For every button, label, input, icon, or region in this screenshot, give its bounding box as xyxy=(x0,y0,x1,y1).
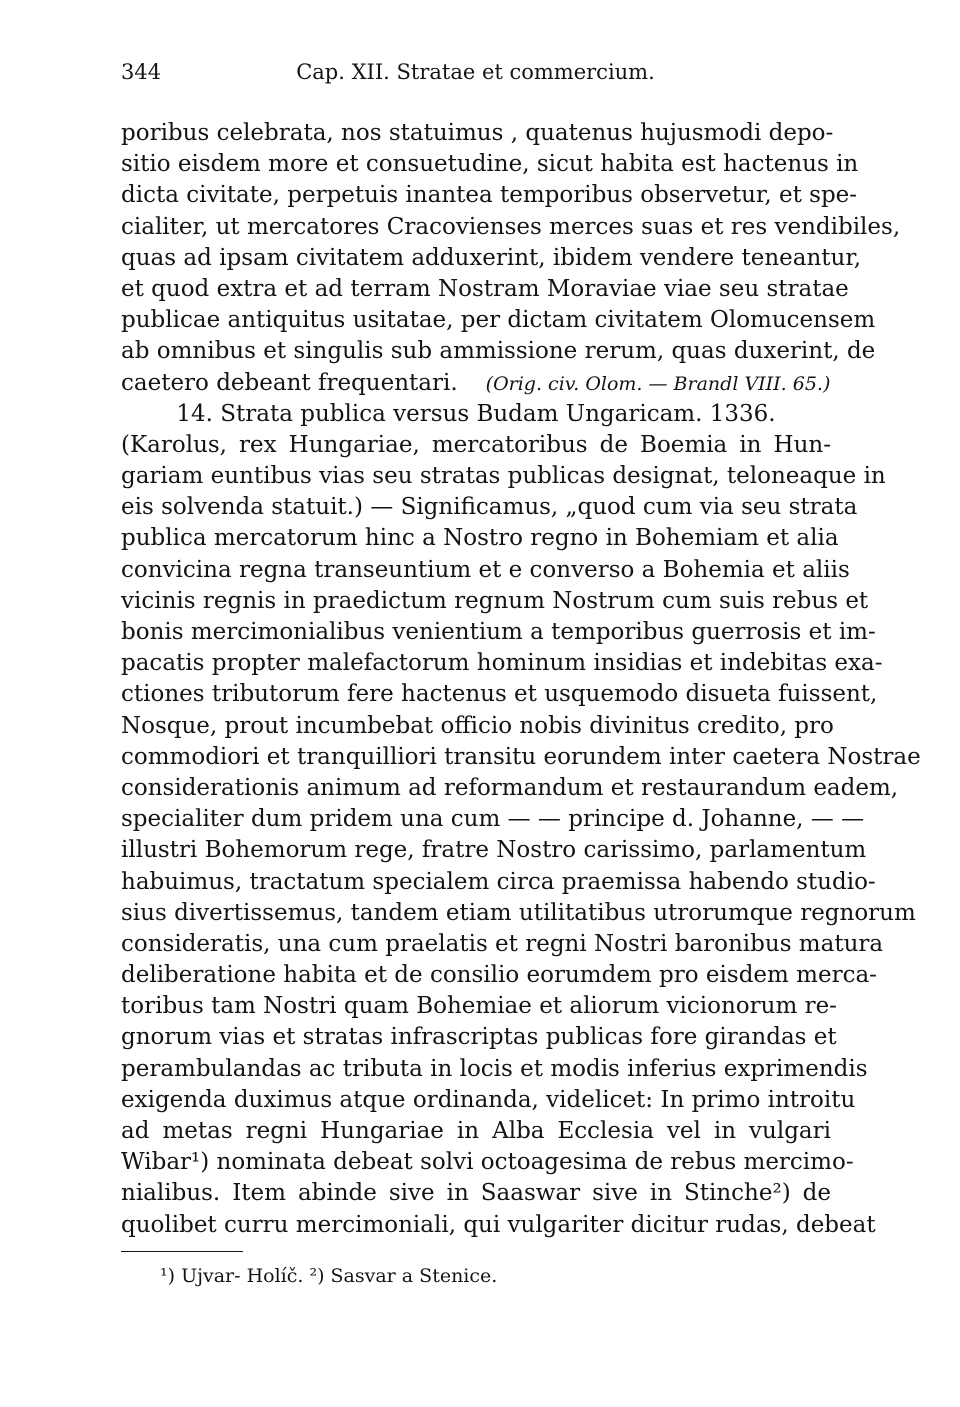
text-line-with-source xyxy=(121,368,831,399)
source-citation: (Orig. civ. Olom. — Brandl VIII. 65.) xyxy=(485,372,831,395)
text-line: quolibet curru mercimoniali, qui vulgariter dicitur rudas, debeat xyxy=(121,1211,876,1238)
text-line: cialiter, ut mercatores Cracovienses merces suas et res vendibiles, xyxy=(121,213,901,240)
page-number: 344 xyxy=(121,60,162,84)
text-line: Wibar¹) nominata debeat solvi octoagesima de rebus mercimo- xyxy=(121,1149,854,1176)
text-line: vicinis regnis in praedictum regnum Nostrum cum suis rebus et xyxy=(121,587,869,614)
footnote-divider xyxy=(121,1251,243,1252)
text-line: bonis mercimonialibus venientium a temporibus guerrosis et im- xyxy=(121,619,876,645)
text-line: ad metas regni Hungariae in Alba Ecclesia vel in vulgari xyxy=(121,1118,831,1144)
text-line: nialibus. Item abinde sive in Saaswar sive in Stinche²) de xyxy=(121,1180,831,1207)
text-line: pacatis propter malefactorum hominum insidias et indebitas exa- xyxy=(121,650,883,677)
text-line: poribus celebrata, nos statuimus , quatenus hujusmodi depo- xyxy=(121,120,834,146)
page-body xyxy=(121,118,921,1241)
text-line: eis solvenda statuit.) — Significamus, „quod cum via seu strata xyxy=(121,494,858,521)
footnotes: ¹) Ujvar- Holíč. ²) Sasvar a Stenice. xyxy=(160,1265,498,1287)
text-line: sius divertissemus, tandem etiam utilitatibus utrorumque regnorum xyxy=(121,899,916,926)
text-line: perambulandas ac tributa in locis et modis inferius exprimendis xyxy=(121,1055,868,1082)
text-line: specialiter dum pridem una cum — — principe d. Johanne, — — xyxy=(121,806,865,833)
text-line: et quod extra et ad terram Nostram Moraviae viae seu stratae xyxy=(121,275,849,302)
text-line: dicta civitate, perpetuis inantea temporibus observetur, et spe- xyxy=(121,182,858,209)
text-line: illustri Bohemorum rege, fratre Nostro carissimo, parlamentum xyxy=(121,837,867,864)
text-line: exigenda duximus atque ordinanda, videlicet: In primo introitu xyxy=(121,1086,856,1113)
text-line: considerationis animum ad reformandum et restaurandum eadem, xyxy=(121,774,899,801)
text-line: publicae antiquitus usitatae, per dictam civitatem Olomucensem xyxy=(121,307,876,334)
running-header xyxy=(121,60,830,90)
text-line: gariam euntibus vias seu stratas publicas designat, teloneaque in xyxy=(121,463,886,490)
text-line: quas ad ipsam civitatem adduxerint, ibidem vendere teneantur, xyxy=(121,244,862,271)
running-title: Cap. XII. Stratae et commercium. xyxy=(296,60,655,84)
text-fragment: caetero debeant frequentari. xyxy=(121,369,458,396)
text-line: sitio eisdem more et consuetudine, sicut habita est hactenus in xyxy=(121,151,859,178)
text-line: gnorum vias et stratas infrascriptas publicas fore girandas et xyxy=(121,1024,837,1051)
text-line: consideratis, una cum praelatis et regni Nostri baronibus matura xyxy=(121,930,884,957)
text-line: ctiones tributorum fere hactenus et usquemodo disueta fuissent, xyxy=(121,681,878,708)
text-line: convicina regna transeuntium et e converso a Bohemia et aliis xyxy=(121,556,850,583)
text-line: toribus tam Nostri quam Bohemiae et aliorum vicionorum re- xyxy=(121,993,837,1020)
text-line: commodiori et tranquilliori transitu eorundem inter caetera Nostrae xyxy=(121,743,921,770)
text-line: deliberatione habita et de consilio eorumdem pro eisdem merca- xyxy=(121,962,877,989)
text-line: Nosque, prout incumbebat officio nobis divinitus credito, pro xyxy=(121,712,834,739)
text-line: habuimus, tractatum specialem circa praemissa habendo studio- xyxy=(121,868,876,895)
text-line: ab omnibus et singulis sub ammissione rerum, quas duxerint, de xyxy=(121,338,876,365)
section-heading: 14. Strata publica versus Budam Ungaricam. 1336. xyxy=(176,400,776,427)
text-line: publica mercatorum hinc a Nostro regno in Bohemiam et alia xyxy=(121,525,839,552)
text-line: (Karolus, rex Hungariae, mercatoribus de Boemia in Hun- xyxy=(121,431,831,458)
